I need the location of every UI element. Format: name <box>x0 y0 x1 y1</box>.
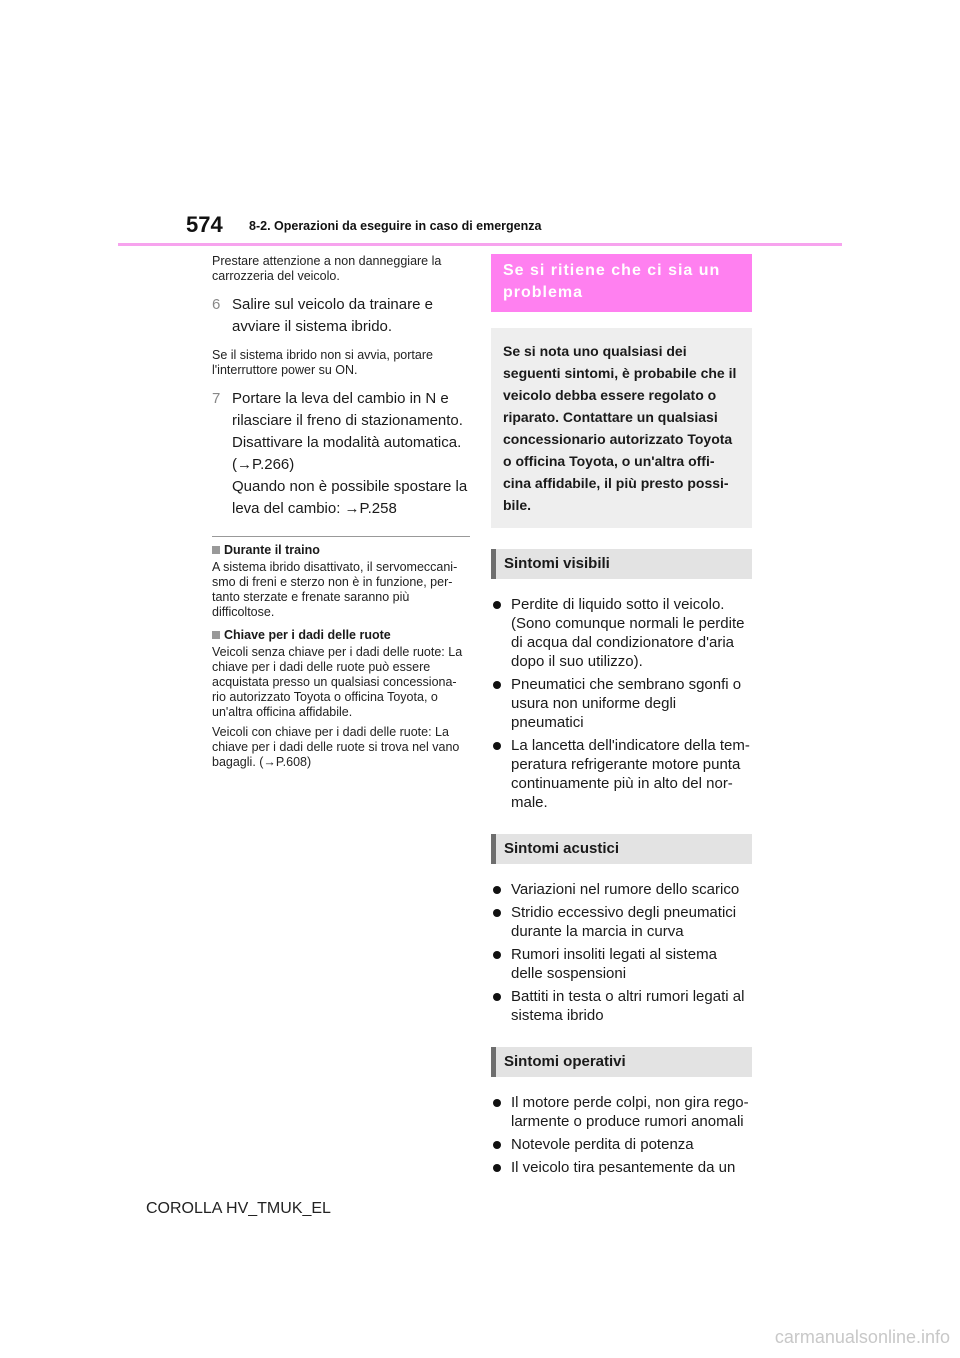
watermark: carmanualsonline.info <box>774 1327 950 1347</box>
list-item: Il veicolo tira pesantemente da un <box>491 1158 752 1177</box>
list-item: Battiti in testa o altri rumori legati al sistema ibrido <box>491 987 752 1025</box>
note-title-text: Chiave per i dadi delle ruote <box>224 628 391 642</box>
sub-header-operative: Sintomi operativi <box>491 1047 752 1077</box>
left-column <box>212 254 470 770</box>
operative-symptoms-list <box>491 1093 752 1177</box>
note-title-text: Durante il traino <box>224 543 320 557</box>
acoustic-symptoms-list <box>491 880 752 1025</box>
step-7-line-1: Portare la leva del cambio in N e rilasciare il freno di stazionamento. <box>232 390 463 429</box>
section-title: 8-2. Operazioni da eseguire in caso di emergenza <box>249 219 542 233</box>
list-item: Variazioni nel rumore dello scarico <box>491 880 752 899</box>
note-title <box>212 543 470 557</box>
sub-header-acoustic: Sintomi acustici <box>491 834 752 864</box>
note-divider <box>212 536 470 537</box>
list-item: Il motore perde colpi, non gira rego-larmente o produce rumori anomali <box>491 1093 752 1131</box>
right-column <box>491 254 752 1181</box>
intro-text: Prestare attenzione a non danneggiare la carrozzeria del veicolo. <box>212 254 442 283</box>
page-number: 574 <box>186 212 223 237</box>
list-item: Notevole perdita di potenza <box>491 1135 752 1154</box>
step-number: 6 <box>212 296 221 313</box>
square-bullet-icon <box>212 546 220 554</box>
callout-box: Se si nota uno qualsiasi dei seguenti sintomi, è probabile che il veicolo debba essere regolato o riparato. Contattare un qualsiasi concessionario autorizzato Toyota o officina Toyota, o un'altra offi-cina affidabile, il più presto possi-bile. <box>491 328 752 528</box>
list-item: Pneumatici che sembrano sgonfi o usura non uniforme degli pneumatici <box>491 675 752 732</box>
step-text: Salire sul veicolo da trainare e avviare il sistema ibrido. <box>232 296 433 335</box>
list-item: Perdite di liquido sotto il veicolo. (Sono comunque normali le perdite di acqua dal condizionatore d'aria dopo il suo utilizzo). <box>491 595 752 671</box>
list-item: Stridio eccessivo degli pneumatici durante la marcia in curva <box>491 903 752 941</box>
sub-header-visible: Sintomi visibili <box>491 549 752 579</box>
step-7-line-2: Disattivare la modalità automatica. (→P.266) <box>232 434 462 473</box>
visible-symptoms-list <box>491 595 752 812</box>
step-7 <box>212 388 470 520</box>
step-number: 7 <box>212 390 221 407</box>
list-item: Rumori insoliti legati al sistema delle sospensioni <box>491 945 752 983</box>
square-bullet-icon <box>212 631 220 639</box>
step-text <box>232 388 470 520</box>
list-item: La lancetta dell'indicatore della tem-peratura refrigerante motore punta continuamente più in alto del nor-male. <box>491 736 752 812</box>
note-body: A sistema ibrido disattivato, il servomeccani-smo di freni e sterzo non è in funzione, per-tanto sterzate e frenate saranno più difficoltose. <box>212 560 458 619</box>
note-body: Veicoli con chiave per i dadi delle ruote: La chiave per i dadi delle ruote si trova nel vano bagagli. (→P.608) <box>212 725 460 769</box>
note-body: Veicoli senza chiave per i dadi delle ruote: La chiave per i dadi delle ruote può essere acquistata presso un qualsiasi concessiona-rio autorizzato Toyota o officina Toyota, o un'altra officina affidabile. <box>212 645 463 719</box>
step-6 <box>212 294 470 338</box>
section-band-title: Se si ritiene che ci sia un problema <box>491 254 752 312</box>
footer-model-code: COROLLA HV_TMUK_EL <box>146 1200 331 1217</box>
header-rule <box>118 243 842 246</box>
step-7-line-3: Quando non è possibile spostare la leva del cambio: →P.258 <box>232 478 468 517</box>
step-6-note: Se il sistema ibrido non si avvia, portare l'interruttore power su ON. <box>212 348 433 377</box>
note-title <box>212 628 470 642</box>
